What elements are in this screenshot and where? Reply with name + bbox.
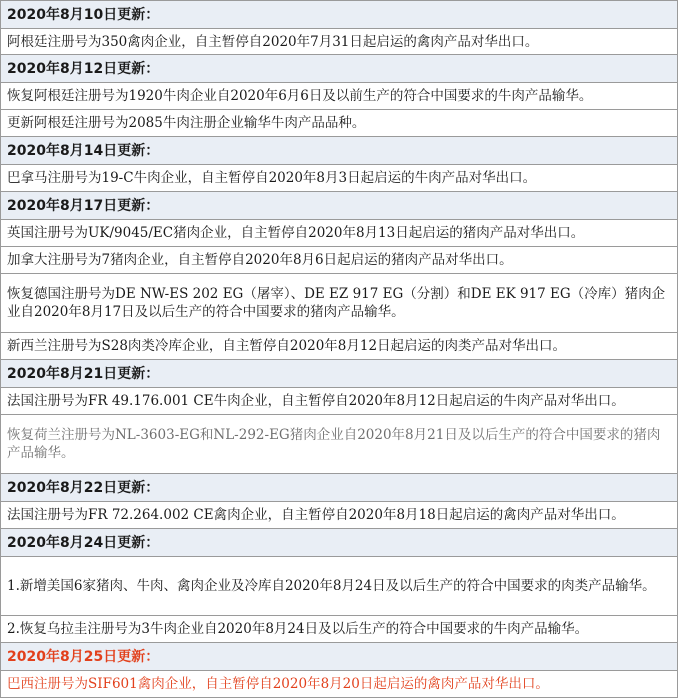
date-header-row bbox=[1, 1, 678, 29]
notice-row bbox=[1, 110, 678, 137]
notice-text: 法国注册号为FR 49.176.001 CE牛肉企业，自主暂停自2020年8月12日起启运的牛肉产品对华出口。 bbox=[1, 388, 678, 415]
notice-row bbox=[1, 29, 678, 55]
notice-row bbox=[1, 415, 678, 474]
notice-text: 英国注册号为UK/9045/EC猪肉企业，自主暂停自2020年8月13日起启运的猪肉产品对华出口。 bbox=[1, 220, 678, 247]
notice-text: 巴拿马注册号为19-C牛肉企业，自主暂停自2020年8月3日起启运的牛肉产品对华出口。 bbox=[1, 165, 678, 192]
date-header: 2020年8月24日更新： bbox=[1, 529, 678, 557]
date-header: 2020年8月14日更新： bbox=[1, 137, 678, 165]
date-header: 2020年8月12日更新： bbox=[1, 55, 678, 83]
notice-text: 更新阿根廷注册号为2085牛肉注册企业输华牛肉产品品种。 bbox=[1, 110, 678, 137]
notice-row bbox=[1, 557, 678, 616]
date-header-row bbox=[1, 474, 678, 502]
notice-text: 1.新增美国6家猪肉、牛肉、禽肉企业及冷库自2020年8月24日及以后生产的符合中国要求的肉类产品输华。 bbox=[1, 557, 678, 616]
date-header: 2020年8月17日更新： bbox=[1, 192, 678, 220]
notice-row bbox=[1, 165, 678, 192]
notice-text: 法国注册号为FR 72.264.002 CE禽肉企业，自主暂停自2020年8月18日起启运的禽肉产品对华出口。 bbox=[1, 502, 678, 529]
date-header: 2020年8月21日更新： bbox=[1, 360, 678, 388]
notice-text: 阿根廷注册号为350禽肉企业，自主暂停自2020年7月31日起启运的禽肉产品对华出口。 bbox=[1, 29, 678, 55]
date-header-row bbox=[1, 55, 678, 83]
notice-text: 2.恢复乌拉圭注册号为3牛肉企业自2020年8月24日及以后生产的符合中国要求的牛肉产品输华。 bbox=[1, 616, 678, 643]
notice-row bbox=[1, 616, 678, 643]
date-header-row bbox=[1, 529, 678, 557]
notice-row bbox=[1, 274, 678, 333]
notice-text: 恢复德国注册号为DE NW-ES 202 EG（屠宰）、DE EZ 917 EG（分割）和DE EK 917 EG（冷库）猪肉企业自2020年8月17日及以后生产的符合中国要求的猪肉产品输华。 bbox=[1, 274, 678, 333]
date-header-row bbox=[1, 360, 678, 388]
notice-text: 新西兰注册号为S28肉类冷库企业，自主暂停自2020年8月12日起启运的肉类产品对华出口。 bbox=[1, 333, 678, 360]
notice-text: 恢复荷兰注册号为NL-3603-EG和NL-292-EG猪肉企业自2020年8月21日及以后生产的符合中国要求的猪肉产品输华。 bbox=[1, 415, 678, 474]
notice-text: 巴西注册号为SIF601禽肉企业，自主暂停自2020年8月20日起启运的禽肉产品对华出口。 bbox=[1, 671, 678, 698]
notice-row bbox=[1, 333, 678, 360]
date-header-row bbox=[1, 137, 678, 165]
date-header: 2020年8月22日更新： bbox=[1, 474, 678, 502]
notice-text: 恢复阿根廷注册号为1920牛肉企业自2020年6月6日及以前生产的符合中国要求的牛肉产品输华。 bbox=[1, 83, 678, 110]
date-header-row bbox=[1, 192, 678, 220]
notice-row bbox=[1, 247, 678, 274]
notice-row bbox=[1, 388, 678, 415]
date-header-row bbox=[1, 643, 678, 671]
notice-text: 加拿大注册号为7猪肉企业，自主暂停自2020年8月6日起启运的猪肉产品对华出口。 bbox=[1, 247, 678, 274]
notice-row bbox=[1, 83, 678, 110]
notice-row bbox=[1, 671, 678, 698]
notice-row bbox=[1, 502, 678, 529]
notice-row bbox=[1, 220, 678, 247]
date-header: 2020年8月25日更新： bbox=[1, 643, 678, 671]
date-header: 2020年8月10日更新： bbox=[1, 1, 678, 29]
